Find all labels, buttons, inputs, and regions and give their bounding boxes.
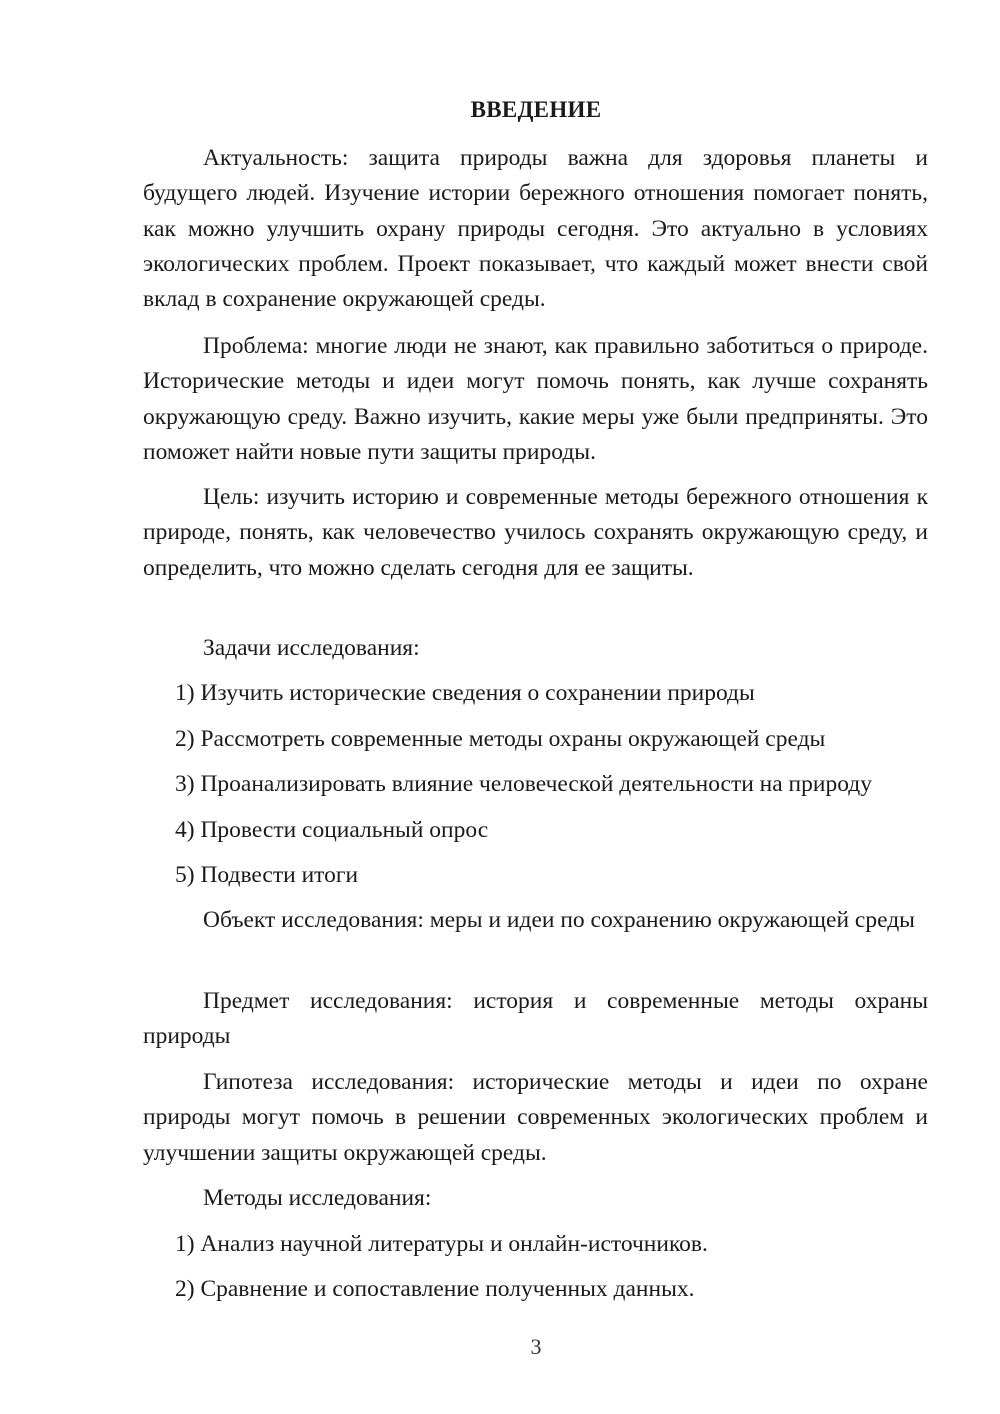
object-paragraph: Объект исследования: меры и идеи по сохранению окружающей среды: [203, 907, 915, 933]
task-item: 2) Рассмотреть современные методы охраны окружающей среды: [175, 726, 826, 752]
page-title: ВВЕДЕНИЕ: [470, 97, 602, 122]
hypothesis-paragraph: Гипотеза исследования: исторические методы и идеи по охране природы могут помочь в решении современных экологических проблем и улучшении защиты окружающей среды.: [143, 1069, 928, 1166]
relevance-paragraph: Актуальность: защита природы важна для здоровья планеты и будущего людей. Изучение истории бережного отношения помогает понять, как можно улучшить охрану природы сегодня. Это актуально в условиях экологических проблем. Проект показывает, что каждый может внести свой вклад в сохранение окружающей среды.: [143, 145, 928, 313]
method-item: 2) Сравнение и сопоставление полученных данных.: [175, 1276, 695, 1302]
goal-paragraph: Цель: изучить историю и современные методы бережного отношения к природе, понять, как человечество училось сохранять окружающую среду, и определить, что можно сделать сегодня для ее защиты.: [143, 484, 928, 581]
task-item: 5) Подвести итоги: [175, 862, 359, 888]
methods-title: Методы исследования:: [203, 1185, 432, 1211]
method-item: 1) Анализ научной литературы и онлайн-источников.: [175, 1231, 708, 1257]
task-item: 4) Провести социальный опрос: [175, 817, 489, 843]
task-item: 3) Проанализировать влияние человеческой деятельности на природу: [175, 771, 872, 797]
task-item: 1) Изучить исторические сведения о сохранении природы: [175, 680, 755, 706]
subject-paragraph: Предмет исследования: история и современные методы охраны природы: [143, 988, 928, 1050]
tasks-title: Задачи исследования:: [203, 635, 420, 661]
problem-paragraph: Проблема: многие люди не знают, как правильно заботиться о природе. Исторические методы и идеи могут помочь понять, как лучше сохранять окружающую среду. Важно изучить, какие меры уже были предприняты. Это поможет найти новые пути защиты природы.: [143, 333, 928, 465]
page-number: 3: [530, 1334, 542, 1359]
